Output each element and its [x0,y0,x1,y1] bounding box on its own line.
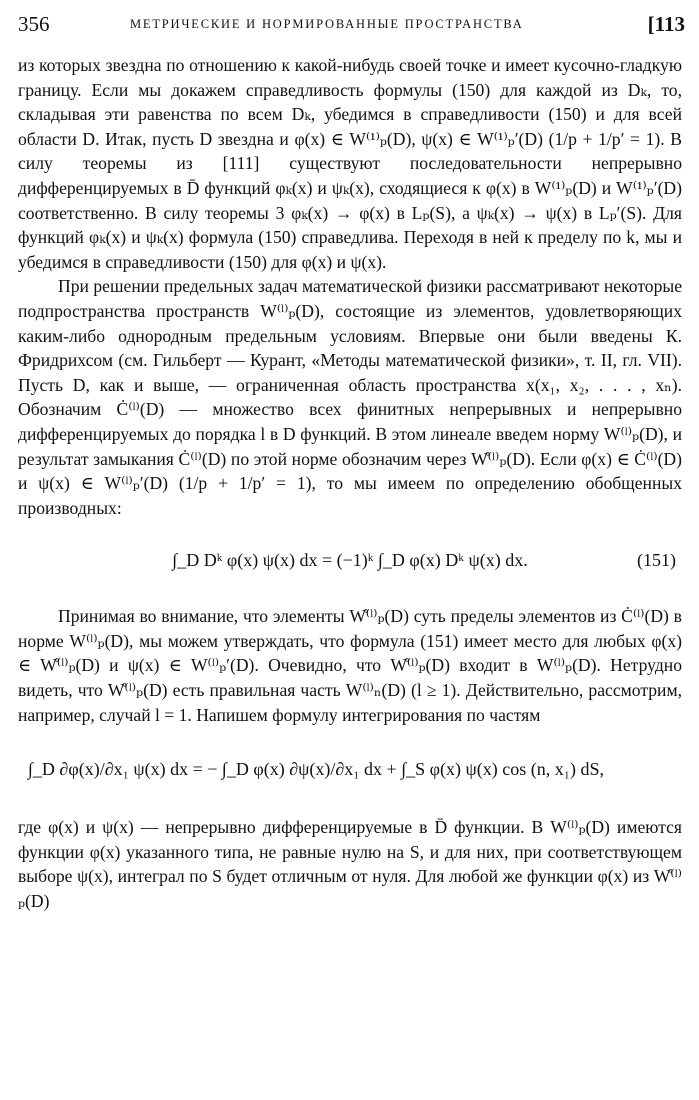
paragraph-proper-part: Принимая во внимание, что элементы W̊⁽ˡ⁾ₚ(D) суть пределы элементов из Ċ⁽ˡ⁾(D) в норме W⁽ˡ⁾ₚ(D), мы можем утверждать, что формула (151) имеет место для любых φ(x) ∈ W̊⁽ˡ⁾ₚ(D) и ψ(x) ∈ W⁽ˡ⁾ₚ′(D). Очевидно, что W̊⁽ˡ⁾ₚ(D) входит в W⁽ˡ⁾ₚ(D). Нетрудно видеть, что W̊⁽ˡ⁾ₚ(D) есть правильная часть W⁽ˡ⁾ₙ(D) (l ≥ 1). Действительно, рассмотрим, например, случай l = 1. Напишем формулу интегрирования по частям [18,606,682,725]
paragraph-subspaces: При решении предельных задач математической физики рассматривают некоторые подпространства пространств W⁽ˡ⁾ₚ(D), состоящие из элементов, удовлетворяющих каким-либо однородным предельным условиям. Впервые они были введены К. Фридрихсом (см. Гильберт — Курант, «Методы математической физики», т. II, гл. VII). Пусть D, как и выше, — ограниченная область пространства x(x₁, x₂, . . . , xₙ). Обозначим Ċ⁽ˡ⁾(D) — множество всех финитных непрерывных и непрерывно дифференцируемых до порядка l в D функций. В этом линеале введем норму W⁽ˡ⁾ₚ(D), и результат замыкания Ċ⁽ˡ⁾(D) по этой норме обозначим через W̊⁽ˡ⁾ₚ(D). Если φ(x) ∈ Ċ⁽ˡ⁾(D) и ψ(x) ∈ W⁽ˡ⁾ₚ′(D) (1/p + 1/p′ = 1), то мы имеем по определению обобщенных производных: [18,276,682,518]
equation-integration-by-parts [18,735,682,803]
equation-151 [18,530,682,594]
running-title: МЕТРИЧЕСКИЕ И НОРМИРОВАННЫЕ ПРОСТРАНСТВА [130,17,524,31]
paragraph-continuation: из которых звездна по отношению к какой-нибудь своей точке и имеет кусочно-гладкую границу. Если мы докажем справедливость формулы (150) для каждой из Dₖ, то, складывая эти равенства по всем Dₖ, убедимся в справедливости (150) и для всей области D. Итак, пусть D звездна и φ(x) ∈ W⁽¹⁾ₚ(D), ψ(x) ∈ W⁽¹⁾ₚ′(D) (1/p + 1/p′ = 1). В силу теоремы из [111] существуют последовательности непрерывно дифференцируемых в D̄ функций φₖ(x) и ψₖ(x), сходящиеся к φ(x) в W⁽¹⁾ₚ(D) и W⁽¹⁾ₚ′(D) соответственно. В силу теоремы 3 φₖ(x) → φ(x) в Lₚ(S), а ψₖ(x) → ψ(x) в Lₚ′(S). Для функций φₖ(x) и ψₖ(x) формула (150) справедлива. Переходя в ней к пределу по k, мы и убедимся в справедливости (150) для φ(x) и ψ(x). [18,55,682,272]
section-reference: [113 [647,12,685,36]
equation-parts-body: ∫_D ∂φ(x)/∂x₁ ψ(x) dx = − ∫_D φ(x) ∂ψ(x)/∂x₁ dx + ∫_S φ(x) ψ(x) cos (n, x₁) dS, [28,759,605,780]
page-number: 356 [18,12,50,36]
page-body [18,53,682,914]
equation-151-number: (151) [637,550,676,571]
page-header [18,12,685,40]
paragraph-final: где φ(x) и ψ(x) — непрерывно дифференцируемые в D̄ функции. В W⁽ˡ⁾ₚ(D) имеются функции φ(x) указанного типа, не равные нулю на S, и для них, при соответствующем выборе ψ(x), интеграл по S будет отличным от нуля. Для любой же функции φ(x) из W̊⁽ˡ⁾ₚ(D) [18,817,682,912]
equation-151-body: ∫_D Dᵏ φ(x) ψ(x) dx = (−1)ᵏ ∫_D φ(x) Dᵏ ψ(x) dx. [172,550,528,571]
